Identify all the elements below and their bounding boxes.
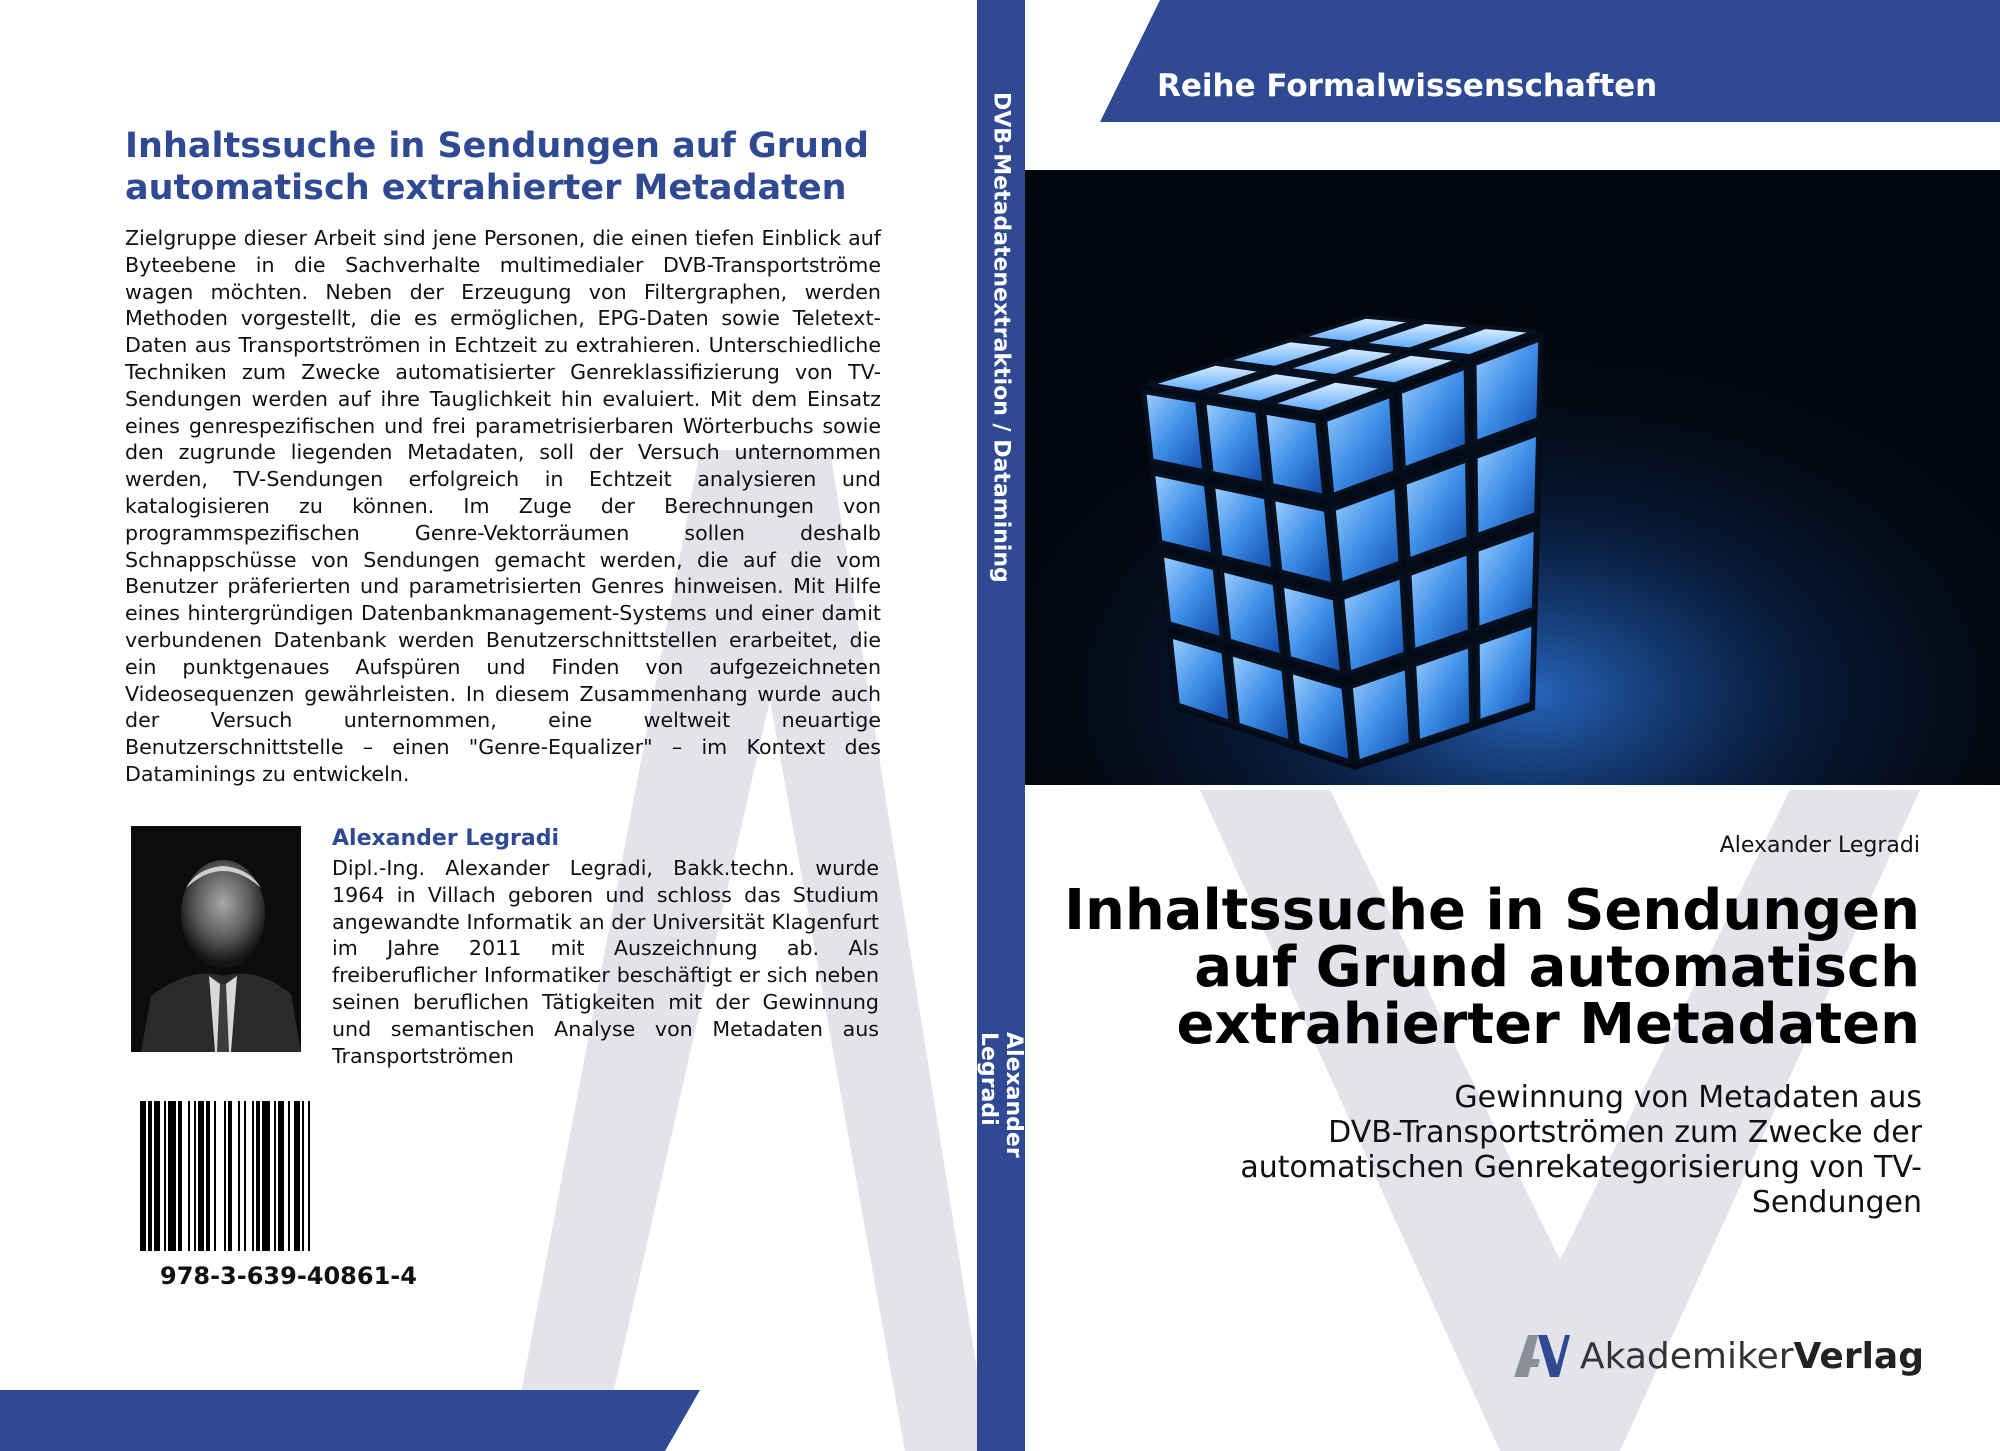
publisher-name-prefix: Akademiker [1580, 1335, 1794, 1377]
barcode-bar [194, 1101, 196, 1251]
spine-author: Alexander Legradi [976, 1032, 1026, 1158]
isbn-barcode [138, 1101, 415, 1251]
barcode-bar [140, 1101, 146, 1251]
subtitle-line: Gewinnung von Metadaten aus [1454, 1080, 1922, 1115]
subtitle-line: Sendungen [1751, 1185, 1922, 1220]
author-bio: Dipl.-Ing. Alexander Legradi, Bakk.techn. wurde 1964 in Villach geboren und schloss das Studium angewandte Informatik an der Universität Klagenfurt im Jahre 2011 mit Auszeichnung ab. Als freiberuflicher Informatiker beschäftigt er sich neben seinen beruflichen Tätigkeiten mit der Gewinnung und semantischen Analyse von Metadaten aus Transportströmen [332, 856, 879, 1068]
cube-screen-tile [1273, 499, 1333, 585]
barcode-bar [256, 1101, 260, 1251]
barcode-bar [224, 1101, 226, 1251]
barcode-bar [198, 1101, 204, 1251]
front-cover-title [1060, 878, 1920, 1057]
spine-title: DVB-Metadatenextraktion / Datamining [988, 92, 1014, 583]
barcode-bar [238, 1101, 240, 1251]
bottom-blue-band [0, 1390, 700, 1451]
barcode-bar [294, 1101, 300, 1251]
cube-screen-tile [1144, 392, 1204, 471]
author-photo [131, 826, 301, 1052]
barcode-bar [164, 1101, 166, 1251]
front-cover-subtitle [1122, 1080, 1922, 1220]
barcode-bar [188, 1101, 190, 1251]
barcode-bar [148, 1101, 152, 1251]
subtitle-line: DVB-Transportströmen zum Zwecke der [1328, 1115, 1922, 1150]
barcode-bar [278, 1101, 284, 1251]
front-title-line: auf Grund automatisch [1194, 935, 1920, 1000]
barcode-bar [274, 1101, 276, 1251]
back-cover-blurb: Zielgruppe dieser Arbeit sind jene Personen, die einen tiefen Einblick auf Byteebene in die Sachverhalte multimedialer DVB-Transportströme wagen möchten. Neben der Erzeugung von Filtergraphen, werden Methoden vorgestellt, die es ermöglichen, EPG-Daten sowie Teletext-Daten aus Transportströmen in Echtzeit zu extrahieren. Unterschiedliche Techniken zum Zwecke automatisierter Genreklassifizierung von TV-Sendungen werden auf ihre Tauglichkeit hin evaluiert. Mit dem Einsatz eines genrespezifischen und frei parametrisierbaren Wörterbuchs sowie den zugrunde liegenden Metadaten, soll der Versuch unternommen werden, TV-Sendungen erfolgreich in Echtzeit analysieren und katalogisieren zu können. Im Zuge der Berechnungen von programmspezifischen Genre-Vektorräumen sollen deshalb Schnappschüsse von Sendungen gemacht werden, die auf die vom Benutzer präferierten und parametrisierten Genres hinweisen. Mit Hilfe eines hintergründigen Datenbankmanagement-Systems und einer damit verbundenen Datenbank werden Benutzerschnittstellen erarbeitet, die ein punktgenaues Aufspüren und Finden von aufgezeichneten Videosequenzen gewährleisten. In diesem Zusammenhang wurde auch der Versuch unternommen, eine weltweit neuartige Benutzerschnittstelle – einen "Genre-Equalizer" – im Kontext des Dataminings zu entwickeln. [125, 226, 881, 786]
barcode-bar [262, 1101, 270, 1251]
cube-screen-tile [1351, 668, 1411, 762]
cube-screen-tile [1204, 402, 1264, 483]
front-title-line: Inhaltssuche in Sendungen [1064, 878, 1920, 943]
cube-screen-tile [1213, 486, 1273, 570]
cube-screen-tile [1222, 570, 1282, 656]
barcode-bar [252, 1101, 254, 1251]
barcode-bar [178, 1101, 182, 1251]
subtitle-line: automatischen Genrekategorisierung von TV- [1240, 1150, 1922, 1185]
barcode-bar [288, 1101, 290, 1251]
barcode-bar [302, 1101, 304, 1251]
publisher-av-logo-icon [1514, 1335, 1570, 1377]
author-name: Alexander Legradi [332, 826, 560, 851]
cube-screen-tile [1282, 585, 1342, 673]
barcode-bar [244, 1101, 246, 1251]
barcode-bar [168, 1101, 176, 1251]
publisher-mark [1514, 1332, 1924, 1380]
back-cover-title: Inhaltssuche in Sendungen auf Grund automatisch extrahierter Metadaten [125, 126, 869, 208]
cube-screen-tile [1264, 413, 1324, 496]
front-title-line: extrahierter Metadaten [1176, 992, 1920, 1057]
isbn-number: 978-3-639-40861-4 [160, 1262, 417, 1290]
barcode-bar [308, 1101, 310, 1251]
publisher-name-suffix: Verlag [1793, 1335, 1924, 1377]
barcode-bar [214, 1101, 216, 1251]
barcode-bar [154, 1101, 160, 1251]
front-cover-author: Alexander Legradi [1719, 833, 1920, 858]
cube-screen-tile [1478, 624, 1534, 721]
cube-screen-tile [1153, 474, 1213, 555]
publisher-name [1580, 1336, 1924, 1377]
barcode-bar [206, 1101, 210, 1251]
cube-screen-tile [1414, 646, 1471, 742]
series-label: Reihe Formalwissenschaften [1157, 68, 1658, 104]
barcode-bar [228, 1101, 232, 1251]
cover-cube-image [1025, 170, 2000, 785]
